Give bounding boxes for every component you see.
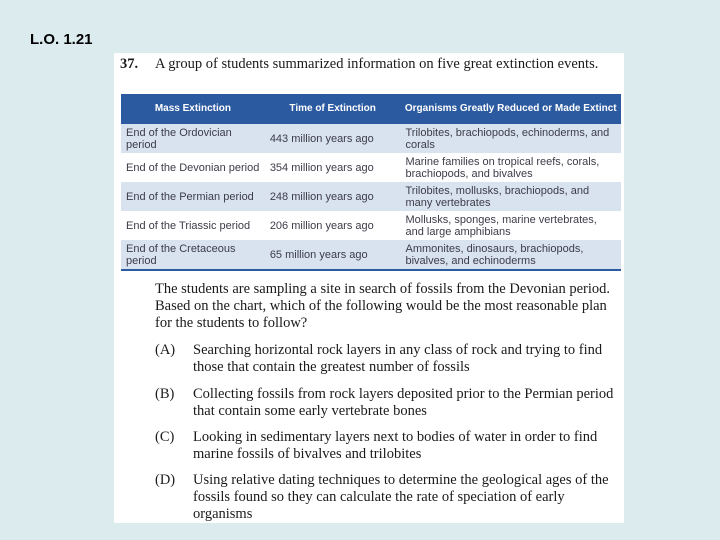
question-number: 37.: [120, 56, 139, 72]
option-letter: (A): [155, 342, 176, 358]
table-cell: 443 million years ago: [265, 124, 401, 153]
table-row: [121, 211, 621, 240]
table-cell: Ammonites, dinosaurs, brachiopods, bivalves, and echinoderms: [400, 240, 621, 270]
table-header-row: [121, 94, 621, 124]
table-cell: Marine families on tropical reefs, corals, brachiopods, and bivalves: [400, 153, 621, 182]
table-header: Time of Extinction: [265, 94, 401, 124]
table-cell: 248 million years ago: [265, 182, 401, 211]
table-cell: End of the Triassic period: [121, 211, 265, 240]
option-letter: (B): [155, 386, 175, 402]
option-text: Looking in sedimentary layers next to bodies of water in order to find marine fossils of bivalves and trilobites: [193, 429, 598, 462]
table-cell: End of the Ordovician period: [121, 124, 265, 153]
table-header: Mass Extinction: [121, 94, 265, 124]
table-cell: Trilobites, mollusks, brachiopods, and many vertebrates: [400, 182, 621, 211]
table-cell: End of the Cretaceous period: [121, 240, 265, 270]
table-cell: 354 million years ago: [265, 153, 401, 182]
question-stem: The students are sampling a site in search of fossils from the Devonian period. Based on the chart, which of the following would be the most reasonable plan for the students to follow?: [155, 281, 611, 331]
table-row: [121, 153, 621, 182]
question-card: [114, 53, 624, 523]
table-header: Organisms Greatly Reduced or Made Extinct: [400, 94, 621, 124]
option-text: Collecting fossils from rock layers deposited prior to the Permian period that contain some early vertebrate bones: [193, 386, 614, 419]
option-text: Searching horizontal rock layers in any class of rock and trying to find those that contain the greatest number of fossils: [193, 342, 603, 375]
question-intro: A group of students summarized information on five great extinction events.: [155, 56, 599, 72]
option-letter: (D): [155, 472, 176, 488]
table-row: [121, 124, 621, 153]
table-cell: Trilobites, brachiopods, echinoderms, and corals: [400, 124, 621, 153]
table-row: [121, 240, 621, 270]
table-cell: 65 million years ago: [265, 240, 401, 270]
option-letter: (C): [155, 429, 175, 445]
table-cell: 206 million years ago: [265, 211, 401, 240]
table-cell: End of the Permian period: [121, 182, 265, 211]
table-cell: Mollusks, sponges, marine vertebrates, and large amphibians: [400, 211, 621, 240]
table-row: [121, 182, 621, 211]
extinction-table: [121, 94, 621, 271]
slide-label: L.O. 1.21: [30, 31, 93, 48]
option-text: Using relative dating techniques to determine the geological ages of the fossils found so they can calculate the rate of speciation of early organisms: [193, 472, 609, 522]
table-cell: End of the Devonian period: [121, 153, 265, 182]
